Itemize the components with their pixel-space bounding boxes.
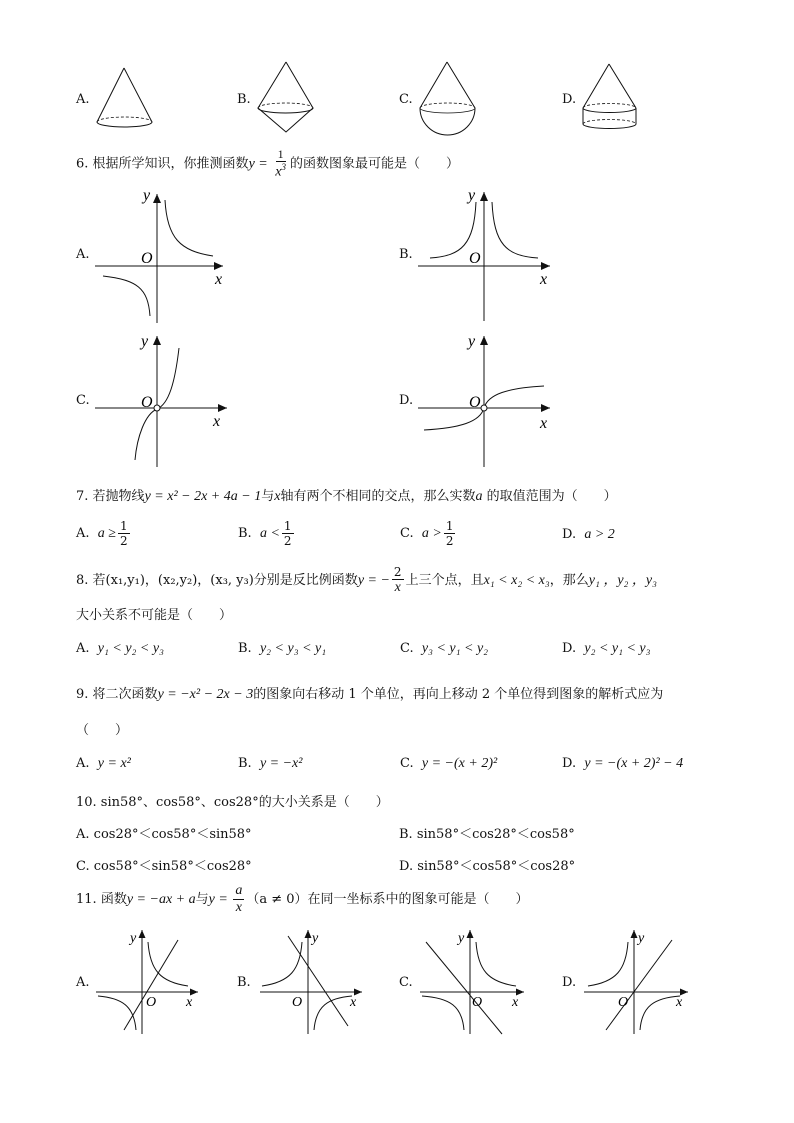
q11-graph-d: [582, 926, 692, 1036]
q9-stem-line2: （ ）: [76, 723, 129, 738]
q11c-axis-x: x: [512, 995, 519, 1010]
q11-graph-a: [94, 926, 204, 1036]
q5-double-cone-figure: [255, 60, 325, 140]
q8-stem: 8. 若(x₁,y₁)，(x₂,y₂)，(x₃, y₃)分别是反比例函数y = − $\frac{2}{x}$ 上三个点，且x₁ < x₂ < x₃，那么y₁ ，y₂ ，y₃: [76, 565, 657, 595]
q6d-axis-y: y: [468, 333, 476, 350]
q10-option-b[interactable]: B. sin58°＜cos28°＜cos58°: [399, 827, 575, 842]
q11-option-c-label[interactable]: C.: [399, 975, 413, 990]
q11d-axis-x: x: [676, 995, 683, 1010]
q6-graph-c: [95, 332, 235, 472]
q6c-axis-x: x: [213, 413, 221, 430]
q11b-origin: O: [292, 995, 303, 1010]
q5-cone-hemisphere-figure: [418, 60, 488, 142]
q11c-axis-y: y: [458, 931, 465, 946]
q7-option-a[interactable]: A. a ≥ $\frac{1}{2}$: [76, 519, 128, 548]
q10-option-c[interactable]: C. cos58°＜sin58°＜cos28°: [76, 859, 252, 874]
q9-option-b[interactable]: B. y = −x²: [238, 756, 303, 771]
q10-stem: 10. sin58°、cos58°、cos28°的大小关系是（ ）: [76, 795, 389, 810]
q9-option-d[interactable]: D. y = −(x + 2)² − 4: [562, 756, 684, 771]
q9-option-c[interactable]: C. y = −(x + 2)²: [400, 756, 498, 771]
q11-graph-b: [258, 926, 368, 1036]
q11b-axis-y: y: [312, 931, 319, 946]
q5-cone-cylinder-figure: [580, 62, 650, 134]
q5-option-c-label[interactable]: C.: [399, 92, 413, 107]
q11a-axis-y: y: [130, 931, 137, 946]
q11d-axis-y: y: [638, 931, 645, 946]
q6a-origin: O: [141, 250, 153, 267]
q8-option-c[interactable]: C. y₃ < y₁ < y₂: [400, 641, 489, 656]
q5-cone-figure: [92, 66, 162, 130]
q6-option-d-label[interactable]: D.: [399, 393, 414, 408]
q7-stem: 7. 若抛物线y = x² − 2x + 4a − 1与x轴有两个不相同的交点，那么实数a 的取值范围为（ ）: [76, 489, 617, 504]
q8-option-a[interactable]: A. y₁ < y₂ < y₃: [76, 641, 164, 656]
q6-stem: 6. 根据所学知识，你推测函数y = $\frac{1}{x^3}$ 的函数图象最可能是（ ）: [76, 147, 459, 180]
q6b-origin: O: [469, 250, 481, 267]
q6-graph-a: [95, 188, 235, 328]
q7-option-c[interactable]: C. a > $\frac{1}{2}$: [400, 519, 454, 548]
q5-option-b-label[interactable]: B.: [237, 92, 251, 107]
q11-graph-c: [418, 926, 528, 1036]
q6b-axis-y: y: [468, 187, 476, 204]
q8-stem-line2: 大小关系不可能是（ ）: [76, 608, 233, 623]
q11d-origin: O: [618, 995, 629, 1010]
q6-graph-d: [418, 332, 558, 472]
q11-option-b-label[interactable]: B.: [237, 975, 251, 990]
q11b-axis-x: x: [350, 995, 357, 1010]
q9-option-a[interactable]: A. y = x²: [76, 756, 131, 771]
q6a-axis-y: y: [143, 187, 151, 204]
q8-option-d[interactable]: D. y₂ < y₁ < y₃: [562, 641, 651, 656]
q9-stem: 9. 将二次函数y = −x² − 2x − 3的图象向右移动 1 个单位，再向上移动 2 个单位得到图象的解析式应为: [76, 687, 664, 702]
q6-option-c-label[interactable]: C.: [76, 393, 90, 408]
q6-graph-b: [418, 186, 558, 326]
q11-stem: 11. 函数y = −ax + a与y = $\frac{a}{x}$ （a ≠ 0）在同一坐标系中的图象可能是（ ）: [76, 883, 529, 915]
q10-option-a[interactable]: A. cos28°＜cos58°＜sin58°: [76, 827, 252, 842]
q7-option-b[interactable]: B. a < $\frac{1}{2}$: [238, 519, 292, 548]
q6d-axis-x: x: [540, 415, 548, 432]
q6c-axis-y: y: [141, 333, 149, 350]
q10-option-d[interactable]: D. sin58°＜cos58°＜cos28°: [399, 859, 576, 874]
q5-option-d-label[interactable]: D.: [562, 92, 577, 107]
q11a-axis-x: x: [186, 995, 193, 1010]
q6-option-b-label[interactable]: B.: [399, 247, 413, 262]
q6d-origin: O: [469, 394, 481, 411]
q11c-origin: O: [472, 995, 483, 1010]
q5-option-a-label[interactable]: A.: [76, 92, 90, 107]
q6c-origin: O: [141, 394, 153, 411]
q11a-origin: O: [146, 995, 157, 1010]
q8-option-b[interactable]: B. y₂ < y₃ < y₁: [238, 641, 327, 656]
q6a-axis-x: x: [215, 271, 223, 288]
q6b-axis-x: x: [540, 271, 548, 288]
q11-option-d-label[interactable]: D.: [562, 975, 577, 990]
q6-option-a-label[interactable]: A.: [76, 247, 90, 262]
q11-option-a-label[interactable]: A.: [76, 975, 90, 990]
q7-option-d[interactable]: D. a > 2: [562, 527, 615, 542]
